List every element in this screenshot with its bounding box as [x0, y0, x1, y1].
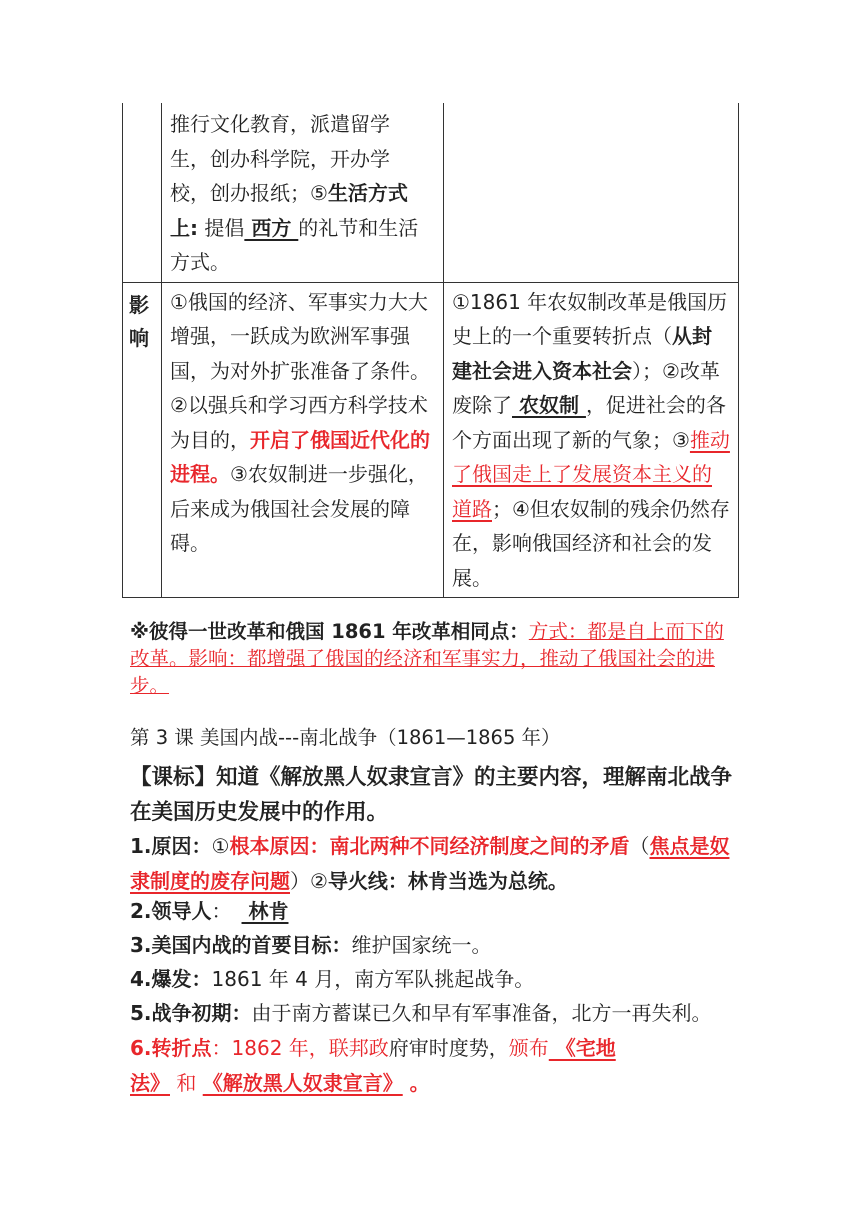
bold-span: 从封建社会进入资本社会: [452, 324, 712, 383]
bold-span: 导火线：林肯当选为总统。: [327, 869, 568, 893]
text-span: 1861 年 4 月，南方军队挑起战争。: [211, 967, 535, 991]
text-span: 的礼节和生活: [298, 215, 419, 240]
text-line: [170, 211, 435, 246]
text-span: ）；②改革废除了: [452, 358, 720, 417]
item-label: 2.领导人: [130, 899, 212, 923]
fill-blank-answer: 林肯: [241, 899, 289, 923]
text-line: [170, 176, 435, 211]
text-span: 提倡: [198, 215, 245, 240]
leader-line: [130, 894, 770, 928]
text-span: 。: [402, 1071, 430, 1095]
key-point-red: 推动了俄国走上了发展资本主义的道路: [452, 427, 730, 521]
row-label: 响: [129, 325, 149, 350]
row-label-cell: [123, 103, 162, 282]
row-label-cell: [123, 282, 162, 598]
empty-cell: [444, 103, 739, 282]
text-line: 生，创办科学院，开办学: [170, 146, 390, 171]
item-label: 6.转折点: [130, 1036, 212, 1060]
text-span: ③农奴制进一步强化，后来成为俄国社会发展的障碍。: [170, 462, 428, 555]
turning-point-line: [130, 1031, 770, 1065]
text-span: （: [629, 834, 650, 858]
turning-point-line-2: [130, 1066, 770, 1100]
impact-russia-cell: [162, 282, 444, 598]
bold-span: 上:: [170, 215, 198, 240]
table-row: [123, 282, 739, 598]
goal-line: [130, 928, 770, 962]
table-row: [123, 103, 739, 282]
outbreak-line: [130, 962, 770, 996]
key-point-red: 开启了俄国近代化的进程。: [170, 427, 430, 486]
text-line: 方式。: [170, 250, 230, 274]
fill-blank-answer: 法》: [130, 1071, 170, 1095]
text-span: ①1861 年农奴制改革是俄国历史上的一个重要转折点（: [452, 289, 728, 348]
item-label: 4.爆发：: [130, 967, 212, 991]
reform-content-cell: [162, 103, 444, 282]
text-span: 颁布: [508, 1036, 549, 1060]
text-span: 校，创办报纸；⑤: [170, 181, 328, 205]
text-span: 和: [170, 1071, 203, 1095]
text-span: 维护国家统一。: [351, 933, 492, 957]
text-line: 推行文化教育，派遣留学: [170, 112, 390, 136]
item-label: 5.战争初期：: [130, 1001, 252, 1025]
early-war-line: [130, 996, 750, 1030]
key-point-red: 根本原因：南北两种不同经济制度之间的矛盾: [229, 834, 630, 858]
text-span: ：: [211, 899, 232, 923]
note-answer: 方式：都是自上而下的改革。影响：都增强了俄国的经济和军事实力，推动了俄国社会的进步。: [130, 620, 724, 697]
lesson-title: 第 3 课 美国内战---南北战争（1861—1865 年）: [130, 726, 561, 749]
row-label: 影: [129, 292, 149, 317]
fill-blank-answer: 西方: [244, 215, 299, 240]
fill-blank-answer: 《宅地: [548, 1036, 616, 1060]
text-span: 府审时度势，: [388, 1036, 509, 1060]
text-span: ①俄国的经济、军事实力大大增强，一跃成为欧洲军事强国，为对外扩张准备了条件。②以强兵和学习西方科学技术为目的，: [170, 289, 430, 452]
reform-table: [122, 103, 739, 598]
text-span: ①: [211, 834, 230, 858]
fill-blank-answer: 农奴制: [512, 393, 586, 417]
text-span: ）②: [290, 869, 328, 893]
comparison-note: [130, 618, 730, 699]
curriculum-standard: 【课标】知道《解放黑人奴隶宣言》的主要内容，理解南北战争在美国历史发展中的作用。: [130, 765, 733, 825]
item-label: 3.美国内战的首要目标：: [130, 933, 352, 957]
text-span: ：1862 年，联邦政: [211, 1036, 389, 1060]
impact-1861-cell: [444, 282, 739, 598]
fill-blank-answer: 《解放黑人奴隶宣言》: [202, 1071, 403, 1095]
text-span: ，促进社会的各个方面出现了新的气象；③: [452, 393, 726, 452]
note-prefix: ※彼得一世改革和俄国 1861 年改革相同点：: [130, 620, 529, 643]
text-span: ；④但农奴制的残余仍然存在，影响俄国经济和社会的发展。: [452, 496, 730, 590]
text-span: 由于南方蓄谋已久和早有军事准备，北方一再失利。: [251, 1001, 712, 1025]
key-point-red: 焦点是奴隶制度的废存问题: [130, 834, 730, 893]
bold-span: 生活方式: [327, 181, 408, 205]
cause-paragraph: [130, 829, 730, 899]
item-label: 1.原因：: [130, 834, 212, 858]
